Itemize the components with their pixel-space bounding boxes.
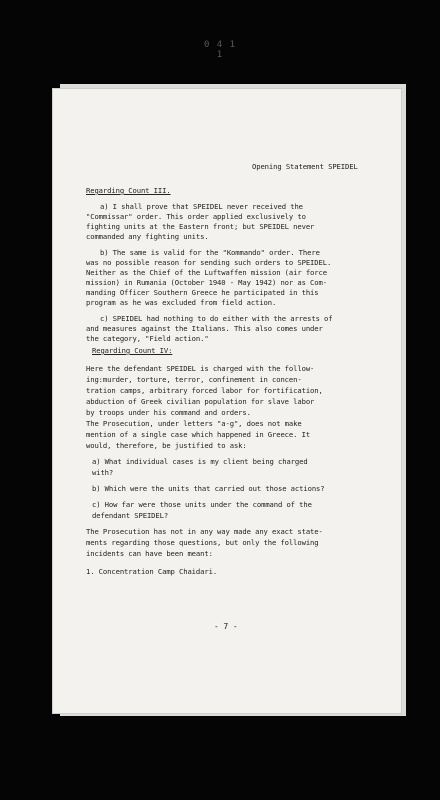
page-text (52, 88, 402, 714)
paragraph-line: would, therefore, be justified to ask: (86, 441, 247, 450)
paragraph-line: The Prosecution, under letters "a-g", does not make (86, 419, 302, 428)
list-item: 1. Concentration Camp Chaidari. (86, 567, 218, 576)
question-line: c) How far were those units under the command of the (92, 500, 312, 509)
paragraph-line: c) SPEIDEL had nothing to do either with the arrests of (100, 314, 333, 323)
paragraph-line: Here the defendant SPEIDEL is charged with the follow- (86, 364, 315, 373)
heading-count-iv: Regarding Count IV: (92, 346, 173, 355)
paragraph-line: a) I shall prove that SPEIDEL never received the (100, 202, 303, 211)
paragraph-line: by troops under his command and orders. (86, 408, 251, 417)
paragraph-line: ing:murder, torture, terror, confinement in concen- (86, 375, 302, 384)
paragraph-line: Neither as the Chief of the Luftwaffen mission (air force (86, 268, 327, 277)
paragraph-line: "Commissar" order. This order applied exclusively to (86, 212, 306, 221)
paragraph-line: and measures against the Italians. This also comes under (86, 324, 323, 333)
paragraph-line: The Prosecution has not in any way made any exact state- (86, 527, 323, 536)
paragraph-line: b) The same is valid for the "Kommando" order. There (100, 248, 320, 257)
paragraph-line: manding Officer Southern Greece he participated in this (86, 288, 319, 297)
heading-count-iii: Regarding Count III. (86, 186, 171, 195)
document-page (52, 88, 402, 714)
paragraph-line: mention of a single case which happened in Greece. It (86, 430, 311, 439)
paragraph-line: commanded any fighting units. (86, 232, 209, 241)
paragraph-line: program as he was excluded from field action. (86, 298, 277, 307)
paragraph-line: was no possible reason for sending such orders to SPEIDEL. (86, 258, 332, 267)
page-header: Opening Statement SPEIDEL (252, 162, 358, 171)
paragraph-line: the category, "Field action." (86, 334, 209, 343)
paragraph-line: mission) in Rumania (October 1940 - May 1942) nor as Com- (86, 278, 327, 287)
question-line: defendant SPEIDEL? (92, 511, 169, 520)
question-line: b) Which were the units that carried out those actions? (92, 484, 325, 493)
paragraph-line: ments regarding those questions, but only the following (86, 538, 319, 547)
paragraph-line: incidents can have been meant: (86, 549, 213, 558)
page-number: - 7 - (214, 622, 238, 631)
paragraph-line: tration camps, arbitrary forced labor for fortification, (86, 386, 323, 395)
paragraph-line: fighting units at the Eastern front; but SPEIDEL never (86, 222, 315, 231)
paragraph-line: abduction of Greek civilian population for slave labor (86, 397, 315, 406)
question-line: a) What individual cases is my client being charged (92, 457, 308, 466)
question-line: with? (92, 468, 114, 477)
frame-number: 0 4 1 1 (203, 40, 237, 60)
